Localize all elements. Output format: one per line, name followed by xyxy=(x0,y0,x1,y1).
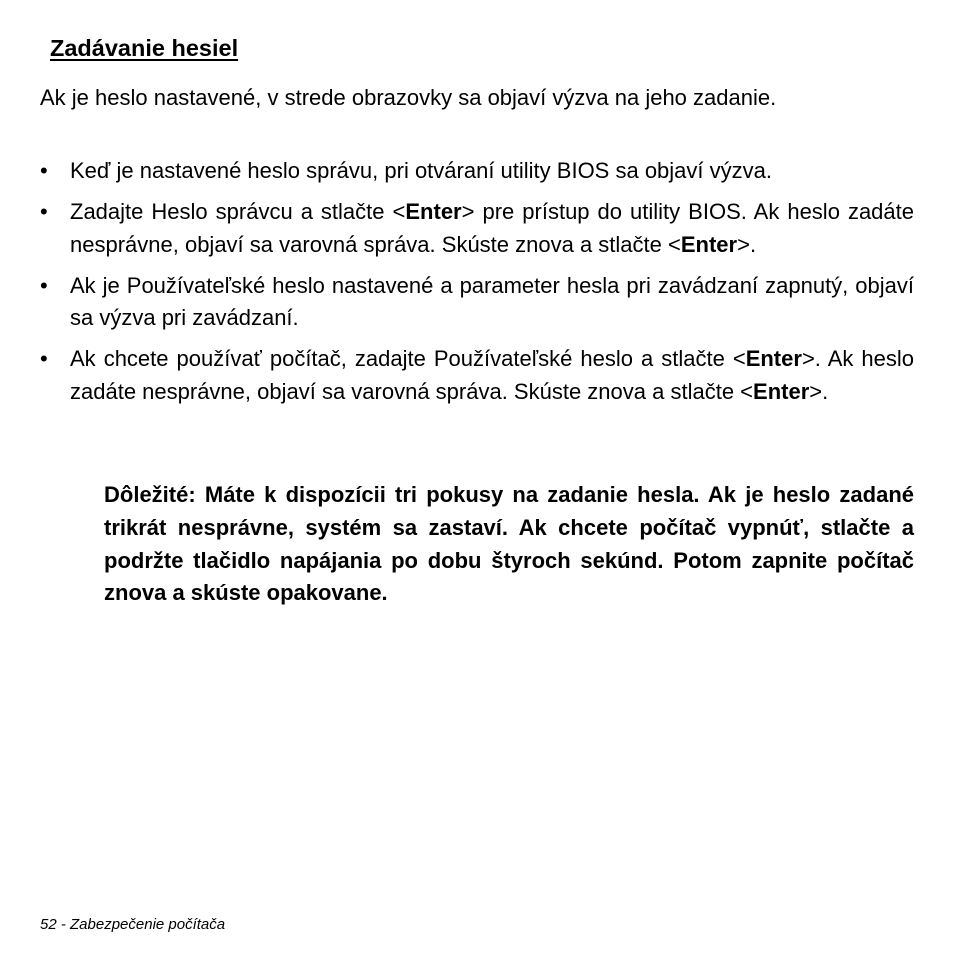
text-run: Ak chcete používať počítač, zadajte Používateľské heslo a stlačte < xyxy=(70,346,746,371)
key-name: Enter xyxy=(753,378,810,404)
bullet-text xyxy=(70,270,914,335)
bullet-dot-icon: • xyxy=(40,158,48,183)
bullet-text xyxy=(70,343,914,408)
section-heading: Zadávanie hesiel xyxy=(50,35,239,61)
bullet-text xyxy=(70,196,914,261)
text-run: Keď je nastavené heslo správu, pri otváraní utility BIOS sa objaví výzva. xyxy=(70,158,772,183)
text-run: > pre prístup do utility BIOS. Ak heslo zadáte nesprávne, objaví sa varovná správa. Skúste znova a stlačte < xyxy=(70,199,914,257)
key-name: Enter xyxy=(745,346,802,371)
important-note: Dôležité: Máte k dispozícii tri pokusy na zadanie hesla. Ak je heslo zadané trikrát nesprávne, systém sa zastaví. Ak chcete počítač vypnúť, stlačte a podržte tlačidlo napájania po dobu štyroch sekúnd. Potom zapnite počítač znova a skúste opakovane. xyxy=(104,482,914,606)
bullet-item xyxy=(40,196,914,261)
bullet-text xyxy=(70,155,914,188)
key-name: Enter xyxy=(405,199,462,224)
bullet-item xyxy=(40,343,914,408)
text-run: >. xyxy=(737,231,757,257)
key-name: Enter xyxy=(680,231,738,257)
bullet-dot-icon: • xyxy=(40,272,48,298)
text-run: Ak je Používateľské heslo nastavené a parameter hesla pri zavádzaní zapnutý, objaví sa výzva pri zavádzaní. xyxy=(70,272,914,330)
bullet-dot-icon: • xyxy=(40,346,48,371)
bullet-list xyxy=(40,155,914,417)
text-run: Zadajte Heslo správcu a stlačte < xyxy=(70,199,406,224)
bullet-item xyxy=(40,270,914,335)
bullet-dot-icon: • xyxy=(40,199,48,224)
text-run: >. Ak heslo zadáte nesprávne, objaví sa varovná správa. Skúste znova a stlačte < xyxy=(70,346,914,404)
text-run: >. xyxy=(809,378,829,404)
page-footer: 52 - Zabezpečenie počítača xyxy=(40,916,226,933)
intro-paragraph: Ak je heslo nastavené, v strede obrazovky sa objaví výzva na jeho zadanie. xyxy=(40,85,777,110)
bullet-item xyxy=(40,155,914,188)
